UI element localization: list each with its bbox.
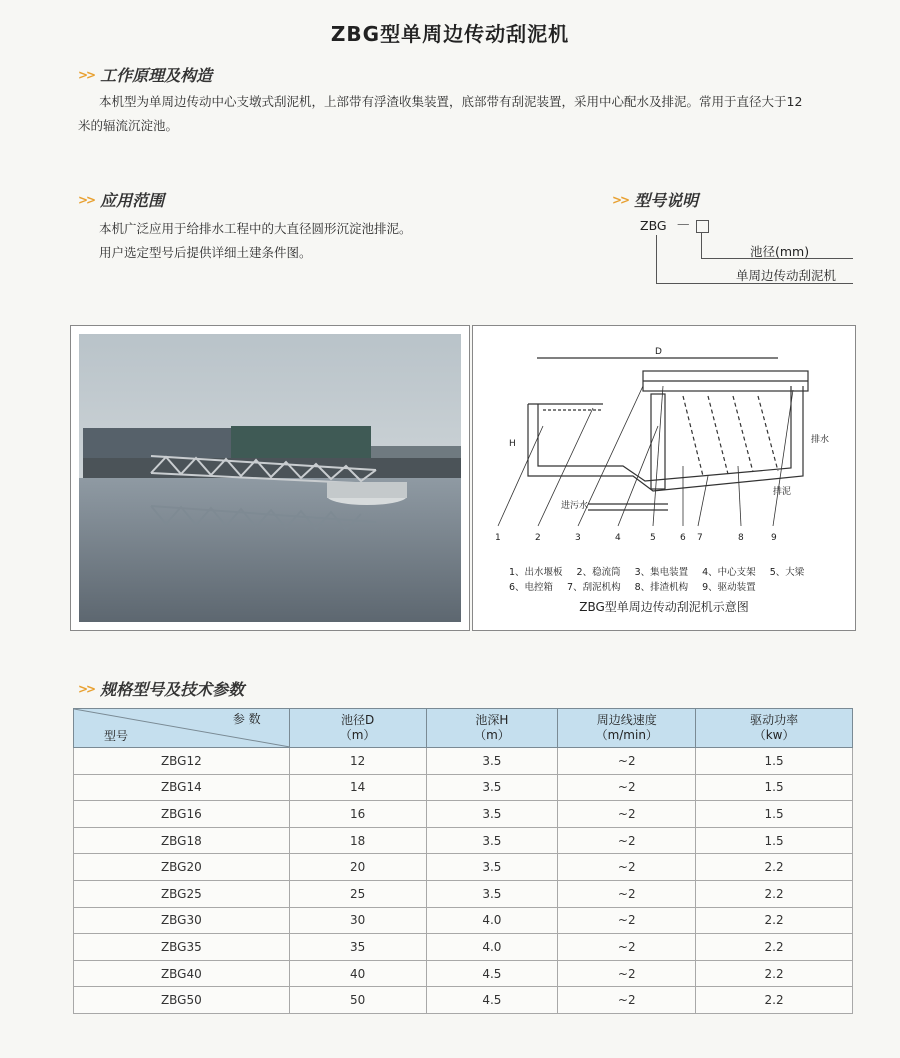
- table-cell: 20: [289, 854, 426, 881]
- model-diameter-label: 池径(mm): [750, 244, 810, 259]
- table-cell: 50: [289, 987, 426, 1014]
- column-header: [696, 709, 853, 748]
- table-cell: ~2: [558, 854, 696, 881]
- sludge-label: 排泥: [773, 487, 792, 497]
- table-cell: 1.5: [696, 748, 853, 775]
- model-heading: 型号说明: [634, 191, 699, 210]
- column-header: [289, 709, 426, 748]
- header-line1: 池深H: [475, 713, 509, 727]
- section-heading-specs: [78, 677, 244, 700]
- table-row: [74, 987, 853, 1014]
- application-line2: 用户选定型号后提供详细土建条件图。: [99, 245, 312, 260]
- diagram-number: 7: [697, 533, 703, 543]
- section-heading-model: [612, 188, 698, 211]
- principle-heading: 工作原理及构造: [100, 66, 213, 85]
- application-heading: 应用范围: [100, 191, 165, 210]
- corner-bottom-label: 型号: [104, 729, 129, 743]
- table-cell: ~2: [558, 827, 696, 854]
- legend-item: 9、驱动装置: [702, 582, 756, 593]
- table-row: [74, 748, 853, 775]
- legend-item: 1、出水堰板: [509, 567, 563, 578]
- table-cell: ~2: [558, 960, 696, 987]
- schematic-diagram-frame: [472, 325, 856, 631]
- table-cell: ZBG50: [74, 987, 290, 1014]
- table-cell: ~2: [558, 907, 696, 934]
- table-cell: 12: [289, 748, 426, 775]
- model-dash: —: [677, 216, 690, 231]
- outlet-label: 排水: [811, 435, 830, 445]
- table-cell: ~2: [558, 987, 696, 1014]
- schematic-diagram: [473, 326, 855, 576]
- model-line-name: [656, 235, 657, 283]
- table-header-row: [74, 709, 853, 748]
- table-cell: ~2: [558, 748, 696, 775]
- legend-item: 4、中心支架: [702, 567, 756, 578]
- page-title: ZBG型单周边传动刮泥机: [330, 22, 570, 46]
- table-cell: 35: [289, 934, 426, 961]
- table-cell: ZBG18: [74, 827, 290, 854]
- table-row: [74, 854, 853, 881]
- table-row: [74, 774, 853, 801]
- spec-table: [73, 708, 853, 1014]
- arrow-marker-icon: >>: [78, 681, 95, 696]
- table-cell: ZBG35: [74, 934, 290, 961]
- table-cell: 4.0: [426, 934, 558, 961]
- table-cell: ZBG16: [74, 801, 290, 828]
- table-cell: 40: [289, 960, 426, 987]
- table-cell: 2.2: [696, 880, 853, 907]
- header-line1: 池径D: [340, 713, 375, 727]
- principle-text-line2: 米的辐流沉淀池。: [78, 118, 179, 133]
- table-cell: 25: [289, 880, 426, 907]
- table-row: [74, 827, 853, 854]
- header-line2: （m）: [339, 728, 376, 742]
- table-cell: 1.5: [696, 801, 853, 828]
- header-line2: （m）: [474, 728, 510, 742]
- table-cell: 4.5: [426, 960, 558, 987]
- table-cell: ~2: [558, 880, 696, 907]
- header-line2: （kw）: [753, 728, 795, 742]
- diagram-legend-row2: [509, 579, 756, 593]
- section-heading-application: [78, 188, 164, 211]
- depth-label: H: [509, 439, 516, 449]
- header-line1: 驱动功率: [750, 713, 799, 727]
- table-row: [74, 960, 853, 987]
- table-cell: ZBG14: [74, 774, 290, 801]
- diagram-caption: ZBG型单周边传动刮泥机示意图: [579, 600, 749, 614]
- table-cell: 18: [289, 827, 426, 854]
- model-line-diameter: [701, 232, 702, 258]
- model-prefix: ZBG: [640, 218, 667, 233]
- model-name-label: 单周边传动刮泥机: [736, 268, 837, 283]
- table-row: [74, 801, 853, 828]
- table-cell: 2.2: [696, 907, 853, 934]
- table-cell: ~2: [558, 774, 696, 801]
- table-cell: 16: [289, 801, 426, 828]
- table-cell: 3.5: [426, 854, 558, 881]
- corner-header: [74, 709, 290, 748]
- header-line2: （m/min）: [595, 728, 658, 742]
- model-diameter-box: [696, 220, 709, 233]
- inlet-label: 进污水: [561, 501, 589, 511]
- legend-item: 7、刮泥机构: [567, 582, 621, 593]
- table-cell: ZBG12: [74, 748, 290, 775]
- table-cell: 3.5: [426, 774, 558, 801]
- diagram-number: 1: [495, 533, 501, 543]
- table-cell: ZBG20: [74, 854, 290, 881]
- diagram-legend-row1: [509, 564, 804, 578]
- table-cell: 3.5: [426, 801, 558, 828]
- arrow-marker-icon: >>: [612, 192, 629, 207]
- equipment-photo-frame: [70, 325, 470, 631]
- arrow-marker-icon: >>: [78, 192, 95, 207]
- table-cell: 2.2: [696, 960, 853, 987]
- table-cell: ZBG25: [74, 880, 290, 907]
- equipment-photo: [71, 326, 469, 630]
- arrow-marker-icon: >>: [78, 67, 95, 82]
- table-cell: 2.2: [696, 854, 853, 881]
- table-row: [74, 880, 853, 907]
- column-header: [426, 709, 558, 748]
- legend-item: 8、排渣机构: [634, 582, 689, 593]
- column-header: [558, 709, 696, 748]
- diagram-number: 8: [738, 533, 744, 543]
- specs-heading: 规格型号及技术参数: [100, 680, 245, 699]
- table-cell: 3.5: [426, 827, 558, 854]
- legend-item: 5、大梁: [769, 567, 805, 578]
- corner-top-label: 参 数: [232, 712, 261, 726]
- table-cell: 2.2: [696, 987, 853, 1014]
- table-cell: ZBG30: [74, 907, 290, 934]
- diagram-number: 3: [575, 533, 581, 543]
- diagram-number: 9: [771, 533, 777, 543]
- legend-item: 6、电控箱: [509, 582, 554, 593]
- diagram-number: 5: [650, 533, 656, 543]
- table-cell: 30: [289, 907, 426, 934]
- section-heading-principle: [78, 63, 212, 86]
- table-cell: ~2: [558, 934, 696, 961]
- legend-item: 3、集电装置: [634, 567, 689, 578]
- table-cell: 3.5: [426, 748, 558, 775]
- table-row: [74, 907, 853, 934]
- table-cell: 1.5: [696, 774, 853, 801]
- table-cell: 3.5: [426, 880, 558, 907]
- diagram-number: 2: [535, 533, 541, 543]
- header-line1: 周边线速度: [596, 713, 657, 727]
- diagram-number: 6: [680, 533, 686, 543]
- dimension-label: D: [655, 347, 662, 357]
- table-row: [74, 934, 853, 961]
- table-cell: 4.5: [426, 987, 558, 1014]
- table-cell: 4.0: [426, 907, 558, 934]
- diagram-number: 4: [615, 533, 621, 543]
- table-cell: 14: [289, 774, 426, 801]
- application-line1: 本机广泛应用于给排水工程中的大直径圆形沉淀池排泥。: [99, 221, 412, 236]
- table-cell: ZBG40: [74, 960, 290, 987]
- table-cell: 2.2: [696, 934, 853, 961]
- table-cell: 1.5: [696, 827, 853, 854]
- legend-item: 2、稳流筒: [576, 567, 621, 578]
- table-cell: ~2: [558, 801, 696, 828]
- principle-text-line1: 本机型为单周边传动中心支墩式刮泥机，上部带有浮渣收集装置，底部带有刮泥装置，采用中心配水及排泥。常用于直径大于12: [99, 94, 803, 109]
